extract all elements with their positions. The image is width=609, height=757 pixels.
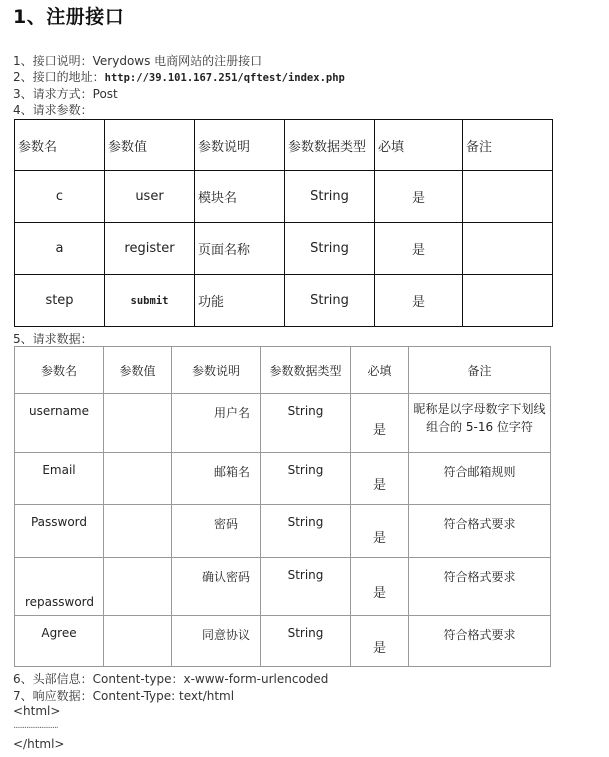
field-value bbox=[104, 505, 172, 558]
request-data-heading: 5、请求数据： bbox=[13, 332, 93, 346]
field-type: String bbox=[261, 394, 351, 453]
header-cell: 必填 bbox=[375, 120, 463, 171]
table-row bbox=[15, 453, 551, 505]
header-cell: 备注 bbox=[409, 347, 551, 394]
ellipsis-dots: ........................ bbox=[13, 721, 58, 731]
table-row bbox=[15, 171, 553, 223]
field-value bbox=[104, 394, 172, 453]
field-description: 用户名 bbox=[172, 394, 261, 453]
table-header-row bbox=[15, 347, 551, 394]
param-note bbox=[463, 171, 553, 223]
request-params-heading: 4、请求参数： bbox=[13, 103, 93, 117]
field-description: 确认密码 bbox=[172, 558, 261, 616]
param-note bbox=[463, 223, 553, 275]
param-required: 是 bbox=[375, 223, 463, 275]
header-cell: 必填 bbox=[351, 347, 409, 394]
field-type: String bbox=[261, 505, 351, 558]
table-row bbox=[15, 223, 553, 275]
request-params-table bbox=[14, 119, 553, 327]
field-type: String bbox=[261, 558, 351, 616]
interface-address-label: 2、接口的地址： bbox=[13, 70, 105, 84]
param-name: step bbox=[15, 275, 105, 327]
field-name: Agree bbox=[15, 616, 104, 667]
field-name: Password bbox=[15, 505, 104, 558]
param-description: 模块名 bbox=[195, 171, 285, 223]
field-value bbox=[104, 453, 172, 505]
field-required: 是 bbox=[351, 616, 409, 667]
table-row bbox=[15, 275, 553, 327]
field-description: 邮箱名 bbox=[172, 453, 261, 505]
response-data: 7、响应数据：Content-Type: text/html bbox=[13, 689, 235, 703]
field-name: username bbox=[15, 394, 104, 453]
param-type: String bbox=[285, 223, 375, 275]
html-open-tag: <html> bbox=[13, 704, 61, 718]
table-row bbox=[15, 558, 551, 616]
field-note: 符合邮箱规则 bbox=[409, 453, 551, 505]
header-info: 6、头部信息：Content-type：x-www-form-urlencoded bbox=[13, 672, 329, 686]
table-row bbox=[15, 616, 551, 667]
field-type: String bbox=[261, 616, 351, 667]
table-header-row bbox=[15, 120, 553, 171]
field-description: 密码 bbox=[172, 505, 261, 558]
request-method: 3、请求方式：Post bbox=[13, 87, 118, 101]
param-value: register bbox=[105, 223, 195, 275]
param-description: 功能 bbox=[195, 275, 285, 327]
interface-address bbox=[13, 68, 345, 85]
header-cell: 备注 bbox=[463, 120, 553, 171]
field-value bbox=[104, 558, 172, 616]
header-cell: 参数名 bbox=[15, 347, 104, 394]
param-type: String bbox=[285, 171, 375, 223]
param-name: c bbox=[15, 171, 105, 223]
header-cell: 参数数据类型 bbox=[285, 120, 375, 171]
field-description: 同意协议 bbox=[172, 616, 261, 667]
header-cell: 参数数据类型 bbox=[261, 347, 351, 394]
header-cell: 参数值 bbox=[104, 347, 172, 394]
field-note: 符合格式要求 bbox=[409, 505, 551, 558]
param-name: a bbox=[15, 223, 105, 275]
interface-description: 1、接口说明：Verydows 电商网站的注册接口 bbox=[13, 54, 263, 68]
header-cell: 参数说明 bbox=[195, 120, 285, 171]
field-required: 是 bbox=[351, 453, 409, 505]
field-required: 是 bbox=[351, 505, 409, 558]
table-row bbox=[15, 505, 551, 558]
param-type: String bbox=[285, 275, 375, 327]
field-name: Email bbox=[15, 453, 104, 505]
field-name: repassword bbox=[15, 558, 104, 616]
request-data-table bbox=[14, 346, 551, 667]
interface-url: http://39.101.167.251/qftest/index.php bbox=[104, 72, 345, 84]
param-required: 是 bbox=[375, 171, 463, 223]
page-title: 1、注册接口 bbox=[13, 6, 125, 28]
header-cell: 参数值 bbox=[105, 120, 195, 171]
field-value bbox=[104, 616, 172, 667]
param-value: submit bbox=[105, 275, 195, 327]
html-close-tag: </html> bbox=[13, 737, 65, 751]
param-required: 是 bbox=[375, 275, 463, 327]
table-row bbox=[15, 394, 551, 453]
field-required: 是 bbox=[351, 558, 409, 616]
header-cell: 参数名 bbox=[15, 120, 105, 171]
field-note: 昵称是以字母数字下划线组合的 5-16 位字符 bbox=[409, 394, 551, 453]
param-note bbox=[463, 275, 553, 327]
field-note: 符合格式要求 bbox=[409, 616, 551, 667]
field-note: 符合格式要求 bbox=[409, 558, 551, 616]
header-cell: 参数说明 bbox=[172, 347, 261, 394]
param-value: user bbox=[105, 171, 195, 223]
field-type: String bbox=[261, 453, 351, 505]
field-required: 是 bbox=[351, 394, 409, 453]
param-description: 页面名称 bbox=[195, 223, 285, 275]
